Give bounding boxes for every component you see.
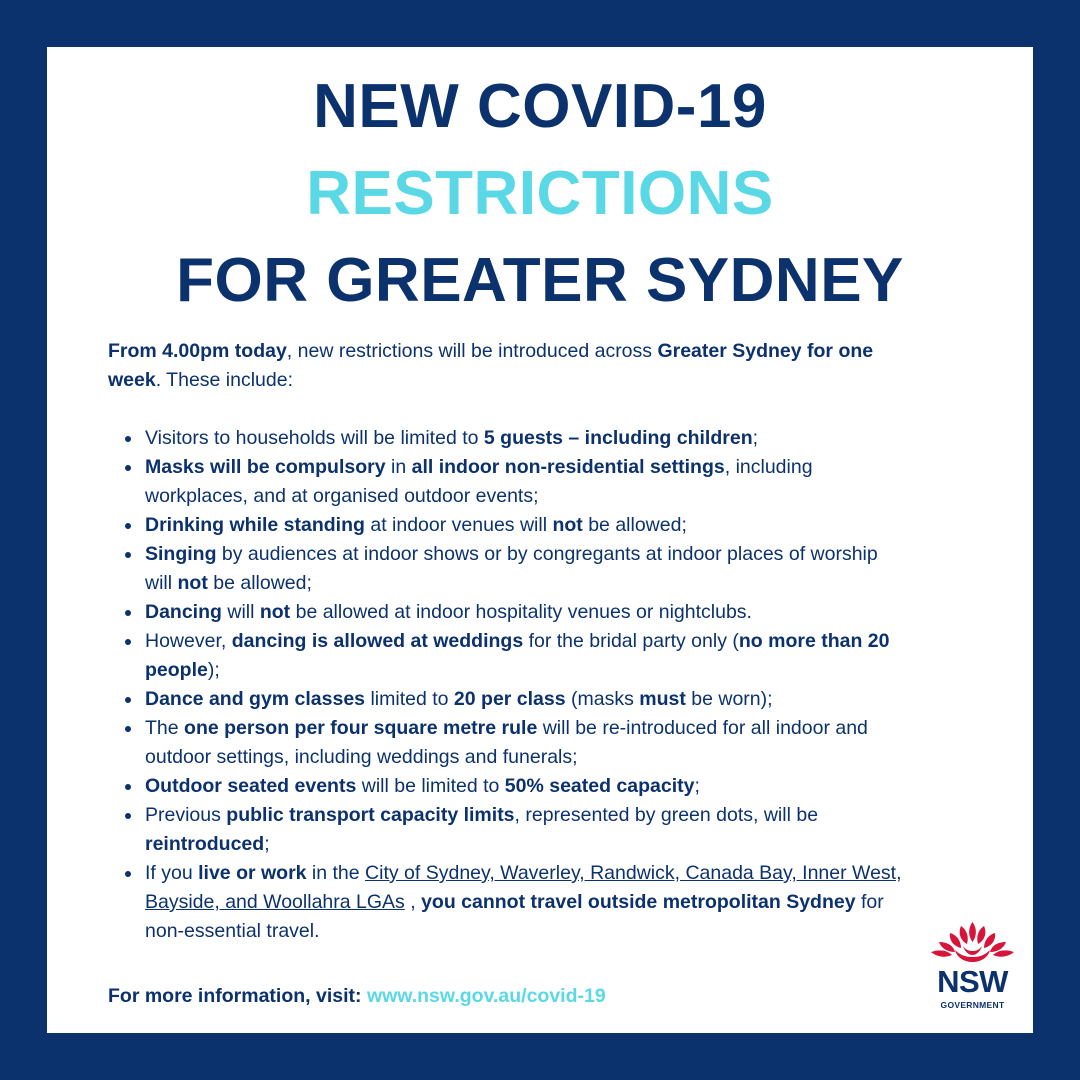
footer-label: For more information, visit: — [108, 985, 367, 1007]
list-item: Visitors to households will be limited to 5 guests – including children; — [108, 424, 908, 453]
intro-tail: . These include: — [155, 369, 294, 391]
intro-area: Greater Sydney for one week — [108, 340, 874, 391]
bullet-dot — [125, 784, 131, 790]
bullet-dot — [125, 813, 131, 819]
bullet-dot — [125, 871, 131, 877]
title-line-1: NEW COVID-19 — [313, 72, 767, 141]
intro-paragraph — [108, 337, 908, 395]
bullet-dot — [125, 436, 131, 442]
bullet-dot — [125, 465, 131, 471]
restrictions-list — [108, 424, 908, 946]
intro-text: , new restrictions will be introduced across — [286, 340, 658, 362]
bullet-dot — [125, 552, 131, 558]
nsw-government-logo — [925, 920, 1020, 1020]
list-item: Drinking while standing at indoor venues will not be allowed; — [108, 511, 908, 540]
bullet-dot — [125, 523, 131, 529]
bullet-dot — [125, 610, 131, 616]
list-item: Dancing will not be allowed at indoor hospitality venues or nightclubs. — [108, 598, 908, 627]
intro-time: From 4.00pm today — [108, 340, 287, 362]
list-item: Previous public transport capacity limits, represented by green dots, will be reintroduced; — [108, 801, 908, 859]
logo-government-text: GOVERNMENT — [940, 1000, 1005, 1010]
body-content — [108, 337, 908, 946]
lga-link[interactable]: City of Sydney, Waverley, Randwick, Canada Bay, Inner West, Bayside, and Woollahra LGAs — [145, 862, 902, 913]
list-item: Singing by audiences at indoor shows or by congregants at indoor places of worship will not be allowed; — [108, 540, 908, 598]
bullet-dot — [125, 639, 131, 645]
list-item: Masks will be compulsory in all indoor non-residential settings, including workplaces, and at organised outdoor events; — [108, 453, 908, 511]
title-line-2: RESTRICTIONS — [306, 159, 774, 228]
list-item: However, dancing is allowed at weddings for the bridal party only (no more than 20 people); — [108, 627, 908, 685]
logo-nsw-text: NSW — [937, 964, 1008, 999]
list-item: The one person per four square metre rule will be re-introduced for all indoor and outdoor settings, including weddings and funerals; — [108, 714, 908, 772]
notice-card — [47, 47, 1033, 1033]
waratah-flower-icon — [925, 920, 1020, 968]
list-item: If you live or work in the City of Sydney, Waverley, Randwick, Canada Bay, Inner West, Bayside, and Woollahra LGAs , you cannot travel outside metropolitan Sydney for non-essential travel. — [108, 859, 908, 946]
footer-url-link[interactable]: www.nsw.gov.au/covid-19 — [366, 985, 606, 1007]
bullet-dot — [125, 726, 131, 732]
footer-info — [108, 982, 606, 1011]
title-line-3: FOR GREATER SYDNEY — [176, 246, 904, 315]
list-item: Dance and gym classes limited to 20 per class (masks must be worn); — [108, 685, 908, 714]
list-item: Outdoor seated events will be limited to 50% seated capacity; — [108, 772, 908, 801]
bullet-dot — [125, 697, 131, 703]
